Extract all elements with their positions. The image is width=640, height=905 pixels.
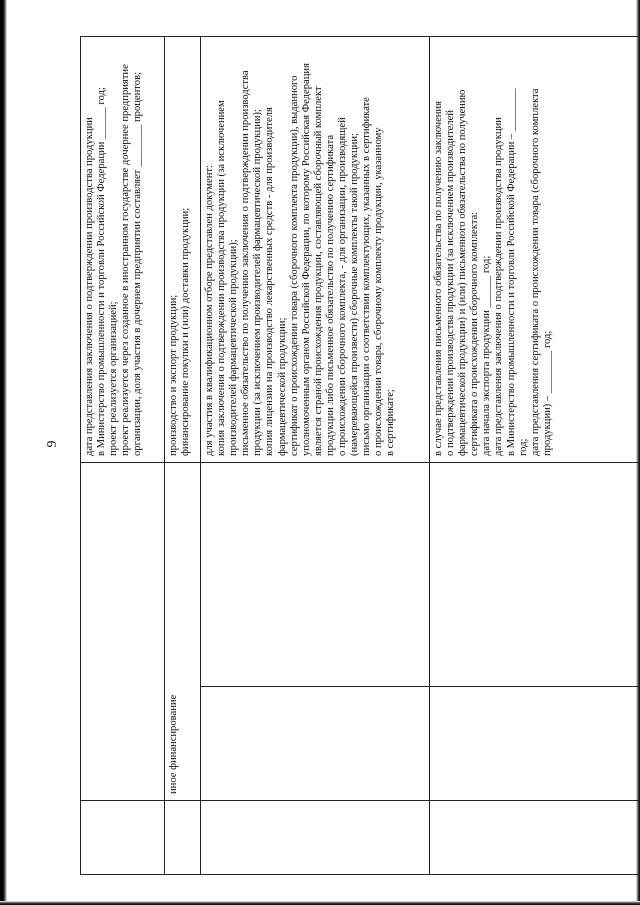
text-line: в Министерство промышленности и торговли Российской Федерации ______ год;: [96, 87, 108, 456]
table-cell: [430, 801, 640, 875]
rotated-page: [80, 37, 630, 875]
text-line: копия лицензии на производство лекарственных средств - для производителя: [264, 107, 276, 456]
table-cell-row1-text: [81, 37, 165, 463]
text-line: копия заключения о подтверждении производства продукции (за исключением: [216, 100, 228, 456]
text-line: в Министерство промышленности и торговли Российской Федерации – ________: [505, 88, 517, 456]
table-cell: [165, 801, 201, 875]
text-line: производителей фармацевтической продукции);: [228, 239, 240, 456]
text-line: (намеревающейся произвести) сборочные комплекты такой продукции;: [349, 133, 361, 456]
table-cell: [430, 687, 640, 801]
text-line: продукции либо письменное обязательство по получению сертификата: [324, 134, 336, 456]
requirements-table: [80, 36, 640, 875]
text-line: дата представления заключения о подтверждении производства продукции: [84, 117, 95, 456]
table-cell: [201, 687, 430, 801]
table-row: [165, 37, 201, 875]
text-line: продукции) – ________ год;: [541, 330, 553, 456]
text-line: сертификата о происхождении сборочного комплекта:: [469, 211, 481, 456]
table-cell: [201, 463, 430, 687]
text-line: проект реализуется через созданное в иностранном государстве дочернее предприятие: [120, 64, 132, 456]
table-cell-row2-text: [165, 37, 201, 463]
text-line: дата представления заключения о подтверждении производства продукции: [493, 117, 505, 456]
text-line: фармацевтической продукции;: [276, 317, 288, 456]
table-cell: [81, 463, 165, 801]
text-line: финансирование покупки и (или) доставки продукции;: [180, 207, 192, 456]
text-line: о происхождении товара, сборочному комплекту продукции, указанному: [373, 127, 385, 456]
table-cell: [430, 463, 640, 687]
text-line: продукции (за исключением производителей фармацевтической продукции);: [252, 109, 264, 456]
table-row: [201, 37, 430, 875]
text-line: для участия в квалификационном отборе представлен документ:: [204, 165, 215, 456]
text-line: о происхождении сборочного комплекта, - для организации, производящей: [337, 117, 349, 456]
table-cell: [81, 801, 165, 875]
text-line: фармацевтической продукции) и (или) письменного обязательства по получению: [457, 89, 469, 456]
text-line: письмо организации о соответствии комплектующих, указанных в сертификате: [361, 97, 373, 456]
row-label-other-financing: иное финансирование: [168, 694, 179, 794]
text-line: организации, доля участия в дочернем предприятии составляет ________ процентов;: [132, 71, 144, 456]
table-cell: [201, 801, 430, 875]
text-line: дата представления сертификата о происхождении товара (сборочного комплекта: [529, 88, 541, 456]
table-cell-label: [165, 463, 201, 801]
text-line: письменное обязательство по получению заключения о подтверждении производства: [240, 70, 252, 456]
scan-edge-left: [0, 0, 7, 905]
table-cell-row4-text: [430, 37, 640, 463]
text-line: год;: [517, 438, 529, 456]
text-line: дата начала экспорта продукции ______ год;: [481, 255, 493, 456]
text-line: проект реализуется организацией;: [108, 301, 120, 456]
table-cell-row3-text: [201, 37, 430, 463]
table-row: [81, 37, 165, 875]
text-line: сертификат о происхождении товара (сборочного комплекта продукции), выданного: [288, 75, 300, 456]
text-line: в сертификате;: [385, 389, 397, 456]
text-line: в случае представления письменного обязательства по получению заключения: [433, 101, 444, 456]
page-number: 9: [45, 440, 60, 448]
text-line: уполномоченным органом Российской Федерации, по которому Российская Федерация: [300, 63, 312, 456]
text-line: производство и экспорт продукции;: [168, 294, 179, 456]
scan-edge-bottom: [0, 901, 640, 905]
table-row: [430, 37, 640, 875]
text-line: является страной происхождения продукции, составляющей сборочный комплект: [312, 86, 324, 456]
text-line: о подтверждении производства продукции (за исключением производителей: [445, 110, 457, 456]
